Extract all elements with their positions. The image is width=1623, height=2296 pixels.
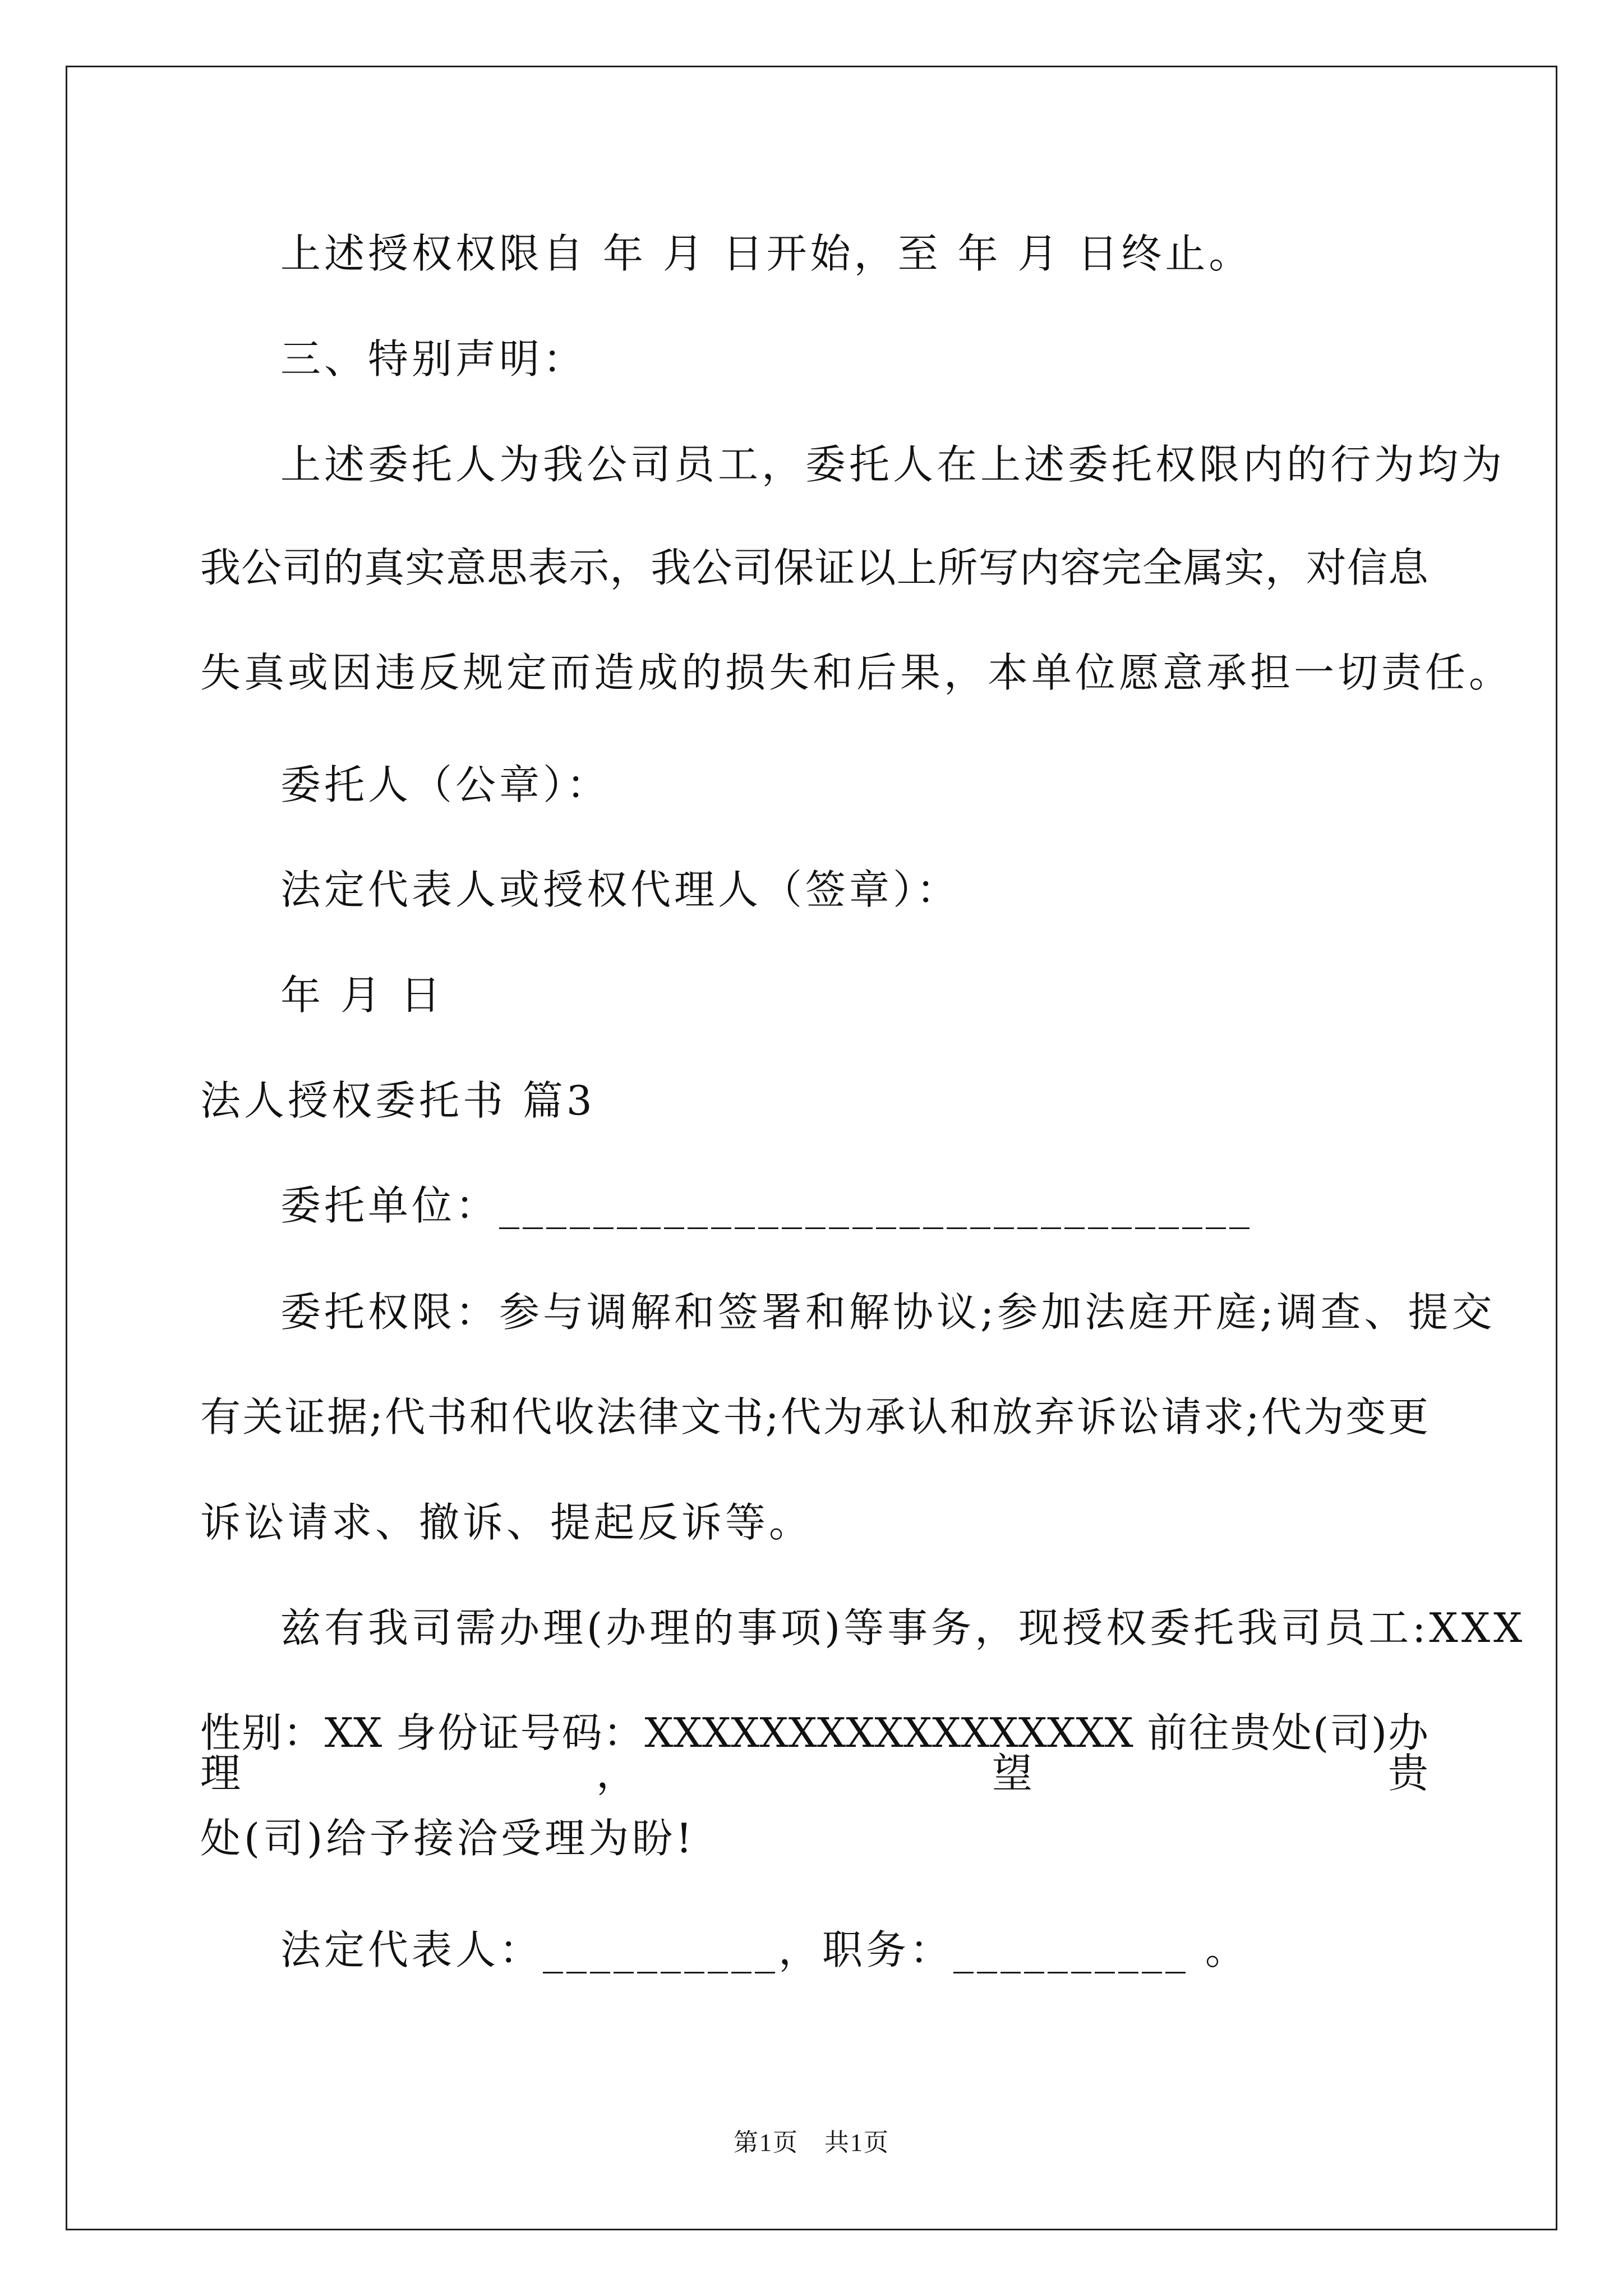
- statement-paragraph-line-3: 失真或因违反规定而造成的损失和后果，本单位愿意承担一切责任。: [200, 649, 1513, 696]
- authorization-paragraph-line-3: 处(司)给予接洽受理为盼!: [200, 1815, 696, 1862]
- entrusting-unit-line: 委托单位：________________________________: [280, 1182, 1253, 1229]
- authorization-paragraph-line-1: 兹有我司需办理(办理的事项)等事务，现授权委托我司员工:XXX: [280, 1604, 1526, 1651]
- statement-paragraph-line-1: 上述委托人为我公司员工，委托人在上述委托权限内的行为均为: [280, 441, 1506, 488]
- special-statement-heading: 三、特别声明：: [280, 335, 587, 383]
- page-footer: 第1页 共1页: [734, 2129, 889, 2156]
- authority-paragraph-line-2: 有关证据;代书和代收法律文书;代为承认和放弃诉讼请求;代为变更: [200, 1393, 1428, 1441]
- authorization-paragraph-line-2: 性别：XX 身份证号码：XXXXXXXXXXXXXXXXX 前往贵处(司)办理，望贵: [200, 1709, 1428, 1797]
- authority-paragraph-line-3: 诉讼请求、撤诉、提起反诉等。: [200, 1499, 813, 1546]
- authorization-period-line: 上述授权权限自 年 月 日开始，至 年 月 日终止。: [280, 230, 1253, 277]
- authority-paragraph-line-1: 委托权限：参与调解和签署和解协议;参加法庭开庭;调查、提交: [280, 1289, 1496, 1336]
- legal-representative-position-line: 法定代表人：__________，职务：__________ 。: [280, 1926, 1249, 1973]
- statement-paragraph-line-2: 我公司的真实意思表示，我公司保证以上所写内容完全属实，对信息: [200, 544, 1428, 591]
- date-line: 年 月 日: [280, 972, 444, 1019]
- section-title: 法人授权委托书 篇3: [200, 1077, 596, 1124]
- legal-representative-signature-line: 法定代表人或授权代理人（签章）：: [280, 866, 961, 913]
- page-border: [66, 66, 1557, 2230]
- principal-seal-line: 委托人（公章）：: [280, 761, 611, 808]
